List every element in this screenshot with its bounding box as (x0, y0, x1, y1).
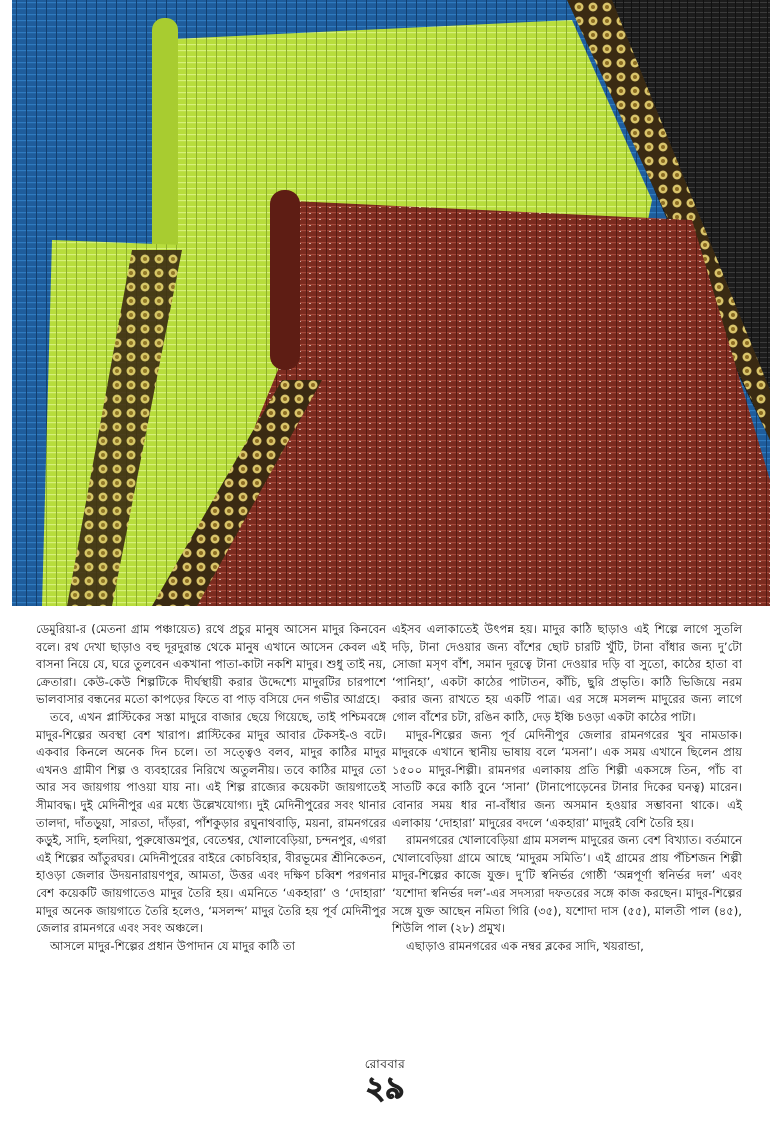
paragraph: ডেমুরিয়া-র (মেতনা গ্রাম পঞ্চায়েত) রথে প্রচুর মানুষ আসেন মাদুর কিনবেন বলে। রথ দেখা ছাড়াও বহু দূরদুরান্ত থেকে মানুষ এখানে আসেন কেবল এই বাসনা নিয়ে যে, ঘরে তুলবেন একখানা পাতা-কাটা নকশি মাদুর। শুধু তাই নয়, ক্রেতারা। কেউ-কেউ শিল্পটিকে দীর্ঘস্থায়ী করার উদ্দেশ্যে মাদুরটির চারপাশে ভালবাসার বন্ধনের মতো কাপড়ের ফিতে বা পাড় বসিয়ে দেন গভীর আগ্রহে। (36, 622, 386, 707)
article-column-right (392, 621, 742, 955)
paragraph: এছাড়াও রামনগরের এক নম্বর ব্লকের সাদি, খয়রান্ডা, (406, 938, 644, 953)
paragraph: এইসব এলাকাতেই উৎপন্ন হয়। মাদুর কাঠি ছাড়াও এই শিল্পে লাগে সুতলি দড়ি, টানা দেওয়ার জন্য বাঁশের ছোট চারটি খুঁটি, টানা বাঁধার জন্য দু’টো সোজা মসৃণ বাঁশ, সমান দূরত্বে টানা দেওয়ার দড়ি বা সুতো, কাঠের হাতা বা ‘পানিহা’, একটা কাঠের পাটাতন, কাঁচি, ছুরি প্রভৃতি। কাঠি ভিজিয়ে নরম করার জন্য রাখতে হয় একটি পাত্র। এর সঙ্গে মসলন্দ মাদুরের জন্য লাগে গোল বাঁশের চটা, রঙিন কাঠি, দেড় ইঞ্চি চওড়া একটা কাঠের পাটা। (392, 622, 742, 724)
paragraph: আসলে মাদুর-শিল্পের প্রধান উপাদান যে মাদুর কাঠি তা (50, 938, 295, 953)
paragraph: তবে, এখন প্লাস্টিকের সস্তা মাদুরে বাজার ছেয়ে গিয়েছে, তাই পশ্চিমবঙ্গে মাদুর-শিল্পের অবস্থা বেশ খারাপ। প্লাস্টিকের মাদুর আবার টেকসই-ও বটে। একবার কিনলে অনেক দিন চলে। তা সত্ত্বেও বলব, মাদুর কাঠির মাদুর এখনও গ্রামীণ শিল্প ও ব্যবহারের নিরিখে অতুলনীয়। তবে কাঠির মাদুর তো আর সব জায়গায় পাওয়া যায় না। এই শিল্প রাজ্যের কয়েকটা জায়গাতেই সীমাবদ্ধ। দুই মেদিনীপুর এর মধ্যে উল্লেখযোগ্য। দুই মেদিনীপুরের সবং থানার তালদা, দাঁতড়ুয়া, সারতা, দাঁড়রা, পাঁশকুড়ার রঘুনাথবাড়ি, ময়না, রামনগরের কড়ুই, সাদি, হলদিয়া, পুরুষোত্তমপুর, বেতেশ্বর, খোলাবেড়িয়া, চন্দনপুর, এগরা এই শিল্পের আঁতুরঘর। মেদিনীপুরের বাইরে কোচবিহার, বীরভূমের শ্রীনিকেতন, হাওড়া জেলার উদয়নারায়ণপুর, আমতা, উত্তর এবং দক্ষিণ চব্বিশ পরগনার বেশ কয়েকটি জায়গাতেও মাদুর তৈরি হয়। এমনিতে ‘একহারা’ ও ‘দোহারা’ মাদুর অনেক জায়গাতে তৈরি হলেও, ‘মসলন্দ’ মাদুর তৈরি হয় পূর্ব মেদিনীপুর জেলার রামনগরে এবং সবং অঞ্চলে। (36, 709, 386, 936)
page-number: ২৯ (365, 1071, 405, 1106)
paragraph: মাদুর-শিল্পের জন্য পূর্ব মেদিনীপুর জেলার রামনগরের খুব নামডাক। মাদুরকে এখানে স্থানীয় ভাষায় বলে ‘মসনা’। এক সময় এখানে ছিলেন প্রায় ১৫০০ মাদুর-শিল্পী। রামনগর এলাকায় প্রতি শিল্পী একসঙ্গে তিন, পাঁচ বা সাতটি করে কাঠি বুনে ‘সানা’ (টানাপোড়েনের টানার দিকের ঘনত্ব) মারেন। বোনার সময় ধার না-বাঁধার জন্য অসমান হওয়ার সম্ভাবনা থাকে। এই এলাকায় ‘দোহারা’ মাদুরের বদলে ‘একহারা’ মাদুরই বেশি তৈরি হয়। (392, 727, 742, 830)
madur-mats-photo (12, 0, 770, 606)
article-column-left (36, 621, 386, 955)
page-footer (0, 1056, 770, 1104)
mats-illustration (12, 0, 770, 606)
paragraph: রামনগরের খোলাবেড়িয়া গ্রাম মসলন্দ মাদুরের জন্য বেশ বিখ্যাত। বর্তমানে খোলাবেড়িয়া গ্রামে আছে ‘মাদুরম সমিতি’। এই গ্রামের প্রায় পঁচিশজন শিল্পী মাদুর-শিল্পের কাজে যুক্ত। দু’টি স্বনির্ভর গোষ্ঠী ‘অন্নপূর্ণা স্বনির্ভর দল’ এবং ‘যশোদা স্বনির্ভর দল’-এর সদস্যরা দফতরের সঙ্গে কাজ করছেন। মাদুর-শিল্পের সঙ্গে যুক্ত আছেন নমিতা গিরি (৩৫), যশোদা দাস (৫৫), মালতী পাল (৪৫), শিউলি পাল (২৮) প্রমুখ। (392, 833, 742, 936)
magazine-name: রোববার (364, 1057, 406, 1071)
